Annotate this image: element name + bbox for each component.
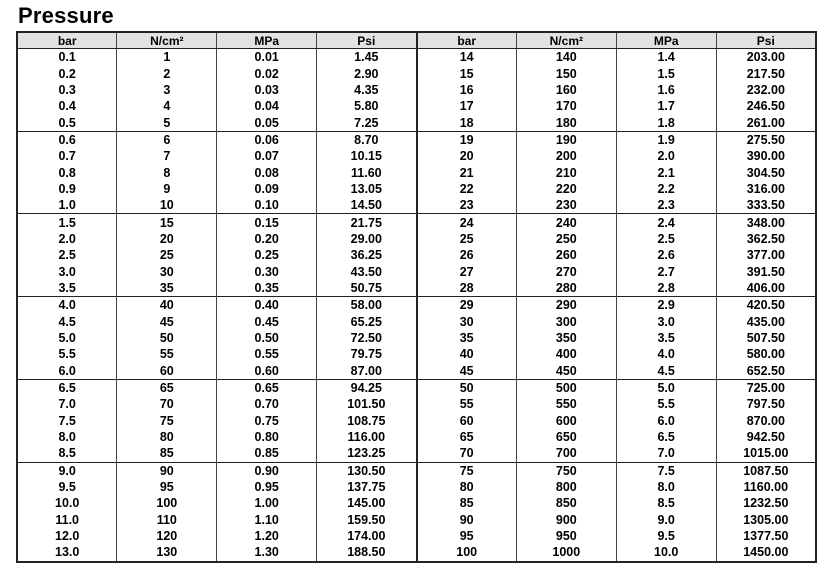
table-cell: 2.6 (616, 247, 716, 263)
table-cell: 290 (516, 297, 616, 314)
table-cell: 5.80 (317, 98, 417, 114)
table-cell: 0.6 (17, 131, 117, 148)
table-cell: 0.2 (17, 65, 117, 81)
table-cell: 10.15 (317, 148, 417, 164)
table-row (17, 114, 816, 131)
table-cell: 650 (516, 429, 616, 445)
table-cell: 130 (117, 544, 217, 561)
table-cell: 240 (516, 214, 616, 231)
table-row (17, 231, 816, 247)
table-row (17, 197, 816, 214)
table-cell: 1.0 (17, 197, 117, 214)
table-cell: 0.85 (217, 445, 317, 462)
table-cell: 60 (117, 363, 217, 380)
table-cell: 45 (117, 314, 217, 330)
table-cell: 6.0 (616, 413, 716, 429)
table-cell: 35 (417, 330, 517, 346)
table-cell: 2.8 (616, 280, 716, 297)
table-row (17, 263, 816, 279)
table-cell: 362.50 (716, 231, 816, 247)
table-cell: 348.00 (716, 214, 816, 231)
table-cell: 0.25 (217, 247, 317, 263)
table-cell: 950 (516, 528, 616, 544)
table-cell: 4.35 (317, 82, 417, 98)
table-cell: 29.00 (317, 231, 417, 247)
table-cell: 2.90 (317, 65, 417, 81)
table-cell: 9.0 (616, 512, 716, 528)
table-cell: 500 (516, 379, 616, 396)
table-row (17, 280, 816, 297)
table-cell: 94.25 (317, 379, 417, 396)
table-cell: 79.75 (317, 346, 417, 362)
table-cell: 406.00 (716, 280, 816, 297)
table-cell: 220 (516, 181, 616, 197)
table-cell: 25 (417, 231, 517, 247)
table-cell: 0.90 (217, 462, 317, 479)
table-cell: 7.5 (17, 413, 117, 429)
table-row (17, 148, 816, 164)
table-cell: 65 (417, 429, 517, 445)
table-row (17, 330, 816, 346)
table-cell: 55 (117, 346, 217, 362)
table-cell: 5.0 (17, 330, 117, 346)
table-cell: 2.5 (616, 231, 716, 247)
table-cell: 0.09 (217, 181, 317, 197)
table-cell: 10.0 (616, 544, 716, 561)
table-cell: 50.75 (317, 280, 417, 297)
table-cell: 420.50 (716, 297, 816, 314)
table-cell: 0.95 (217, 479, 317, 495)
table-cell: 58.00 (317, 297, 417, 314)
table-cell: 0.07 (217, 148, 317, 164)
table-cell: 80 (417, 479, 517, 495)
table-cell: 70 (417, 445, 517, 462)
page-title: Pressure (18, 3, 114, 28)
table-cell: 75 (117, 413, 217, 429)
table-row (17, 131, 816, 148)
table-cell: 13.05 (317, 181, 417, 197)
table-cell: 4.0 (17, 297, 117, 314)
table-cell: 0.10 (217, 197, 317, 214)
table-cell: 2 (117, 65, 217, 81)
column-header: N/cm² (117, 32, 217, 49)
table-row (17, 314, 816, 330)
table-cell: 170 (516, 98, 616, 114)
table-body (17, 49, 816, 562)
table-cell: 0.15 (217, 214, 317, 231)
table-cell: 95 (117, 479, 217, 495)
table-cell: 0.55 (217, 346, 317, 362)
table-cell: 0.45 (217, 314, 317, 330)
table-cell: 20 (417, 148, 517, 164)
table-cell: 137.75 (317, 479, 417, 495)
table-cell: 5 (117, 114, 217, 131)
table-cell: 1.5 (17, 214, 117, 231)
table-cell: 1087.50 (716, 462, 816, 479)
table-cell: 140 (516, 49, 616, 66)
table-cell: 0.05 (217, 114, 317, 131)
table-cell: 5.5 (17, 346, 117, 362)
table-cell: 550 (516, 396, 616, 412)
table-cell: 1.30 (217, 544, 317, 561)
table-cell: 0.1 (17, 49, 117, 66)
table-cell: 6 (117, 131, 217, 148)
table-cell: 14.50 (317, 197, 417, 214)
table-cell: 870.00 (716, 413, 816, 429)
table-row (17, 363, 816, 380)
table-cell: 1.45 (317, 49, 417, 66)
table-cell: 15 (417, 65, 517, 81)
table-cell: 750 (516, 462, 616, 479)
table-cell: 180 (516, 114, 616, 131)
table-cell: 0.9 (17, 181, 117, 197)
table-row (17, 164, 816, 180)
table-cell: 1450.00 (716, 544, 816, 561)
table-cell: 652.50 (716, 363, 816, 380)
table-cell: 580.00 (716, 346, 816, 362)
table-cell: 2.0 (17, 231, 117, 247)
table-cell: 217.50 (716, 65, 816, 81)
table-cell: 435.00 (716, 314, 816, 330)
table-cell: 80 (117, 429, 217, 445)
table-cell: 3.0 (616, 314, 716, 330)
table-cell: 29 (417, 297, 517, 314)
table-cell: 1.20 (217, 528, 317, 544)
table-cell: 1232.50 (716, 495, 816, 511)
pressure-conversion-table (16, 31, 817, 563)
table-cell: 1.6 (616, 82, 716, 98)
table-cell: 3.5 (616, 330, 716, 346)
table-cell: 2.4 (616, 214, 716, 231)
table-cell: 0.40 (217, 297, 317, 314)
table-cell: 13.0 (17, 544, 117, 561)
table-cell: 100 (117, 495, 217, 511)
table-cell: 1160.00 (716, 479, 816, 495)
table-cell: 1305.00 (716, 512, 816, 528)
table-cell: 0.08 (217, 164, 317, 180)
table-cell: 11.60 (317, 164, 417, 180)
table-cell: 72.50 (317, 330, 417, 346)
table-cell: 700 (516, 445, 616, 462)
table-cell: 3.0 (17, 263, 117, 279)
table-cell: 232.00 (716, 82, 816, 98)
table-cell: 2.3 (616, 197, 716, 214)
table-cell: 250 (516, 231, 616, 247)
table-cell: 123.25 (317, 445, 417, 462)
table-cell: 246.50 (716, 98, 816, 114)
table-cell: 0.80 (217, 429, 317, 445)
table-cell: 2.5 (17, 247, 117, 263)
table-cell: 230 (516, 197, 616, 214)
table-cell: 7.0 (616, 445, 716, 462)
table-row (17, 495, 816, 511)
table-cell: 0.03 (217, 82, 317, 98)
table-cell: 390.00 (716, 148, 816, 164)
table-cell: 260 (516, 247, 616, 263)
table-cell: 300 (516, 314, 616, 330)
table-cell: 350 (516, 330, 616, 346)
table-cell: 35 (117, 280, 217, 297)
table-cell: 1.8 (616, 114, 716, 131)
table-row (17, 82, 816, 98)
table-cell: 9.5 (17, 479, 117, 495)
table-cell: 0.06 (217, 131, 317, 148)
table-cell: 0.5 (17, 114, 117, 131)
table-cell: 275.50 (716, 131, 816, 148)
table-cell: 316.00 (716, 181, 816, 197)
table-cell: 4.5 (616, 363, 716, 380)
table-cell: 9.0 (17, 462, 117, 479)
table-cell: 203.00 (716, 49, 816, 66)
table-cell: 0.35 (217, 280, 317, 297)
table-cell: 16 (417, 82, 517, 98)
table-cell: 14 (417, 49, 517, 66)
table-cell: 116.00 (317, 429, 417, 445)
table-row (17, 98, 816, 114)
table-cell: 1 (117, 49, 217, 66)
table-cell: 30 (117, 263, 217, 279)
table-cell: 0.75 (217, 413, 317, 429)
table-cell: 22 (417, 181, 517, 197)
table-cell: 0.20 (217, 231, 317, 247)
table-cell: 75 (417, 462, 517, 479)
table-cell: 188.50 (317, 544, 417, 561)
column-header: Psi (716, 32, 816, 49)
column-header: MPa (616, 32, 716, 49)
table-row (17, 297, 816, 314)
table-cell: 40 (417, 346, 517, 362)
table-cell: 21 (417, 164, 517, 180)
table-cell: 100 (417, 544, 517, 561)
table-cell: 108.75 (317, 413, 417, 429)
column-header: Psi (317, 32, 417, 49)
table-cell: 0.4 (17, 98, 117, 114)
table-cell: 210 (516, 164, 616, 180)
table-cell: 0.3 (17, 82, 117, 98)
table-cell: 280 (516, 280, 616, 297)
table-row (17, 479, 816, 495)
table-row (17, 413, 816, 429)
table-cell: 5.0 (616, 379, 716, 396)
table-cell: 0.50 (217, 330, 317, 346)
table-cell: 65.25 (317, 314, 417, 330)
table-cell: 2.0 (616, 148, 716, 164)
table-cell: 65 (117, 379, 217, 396)
table-cell: 900 (516, 512, 616, 528)
table-row (17, 346, 816, 362)
table-cell: 90 (417, 512, 517, 528)
table-cell: 6.5 (616, 429, 716, 445)
table-cell: 60 (417, 413, 517, 429)
table-cell: 55 (417, 396, 517, 412)
table-cell: 8.5 (616, 495, 716, 511)
table-row (17, 181, 816, 197)
table-cell: 377.00 (716, 247, 816, 263)
table-cell: 0.02 (217, 65, 317, 81)
table-cell: 24 (417, 214, 517, 231)
table-cell: 1.10 (217, 512, 317, 528)
table-cell: 400 (516, 346, 616, 362)
table-cell: 18 (417, 114, 517, 131)
table-cell: 8.5 (17, 445, 117, 462)
table-cell: 101.50 (317, 396, 417, 412)
table-cell: 6.5 (17, 379, 117, 396)
table-cell: 4.0 (616, 346, 716, 362)
table-cell: 0.30 (217, 263, 317, 279)
table-cell: 0.60 (217, 363, 317, 380)
table-cell: 15 (117, 214, 217, 231)
table-cell: 145.00 (317, 495, 417, 511)
table-cell: 10.0 (17, 495, 117, 511)
table-cell: 190 (516, 131, 616, 148)
table-cell: 0.04 (217, 98, 317, 114)
table-cell: 797.50 (716, 396, 816, 412)
table-cell: 391.50 (716, 263, 816, 279)
table-cell: 25 (117, 247, 217, 263)
table-cell: 28 (417, 280, 517, 297)
table-cell: 2.1 (616, 164, 716, 180)
table-cell: 1377.50 (716, 528, 816, 544)
table-cell: 1015.00 (716, 445, 816, 462)
table-cell: 26 (417, 247, 517, 263)
table-row (17, 512, 816, 528)
column-header: N/cm² (516, 32, 616, 49)
table-cell: 30 (417, 314, 517, 330)
table-cell: 333.50 (716, 197, 816, 214)
table-cell: 85 (117, 445, 217, 462)
table-cell: 2.9 (616, 297, 716, 314)
table-cell: 2.2 (616, 181, 716, 197)
table-cell: 4 (117, 98, 217, 114)
table-cell: 12.0 (17, 528, 117, 544)
table-cell: 45 (417, 363, 517, 380)
table-cell: 5.5 (616, 396, 716, 412)
table-cell: 50 (417, 379, 517, 396)
table-cell: 0.01 (217, 49, 317, 66)
column-header: bar (417, 32, 517, 49)
table-cell: 725.00 (716, 379, 816, 396)
table-row (17, 528, 816, 544)
table-cell: 95 (417, 528, 517, 544)
table-cell: 4.5 (17, 314, 117, 330)
table-cell: 6.0 (17, 363, 117, 380)
table-row (17, 462, 816, 479)
table-cell: 450 (516, 363, 616, 380)
table-cell: 19 (417, 131, 517, 148)
table-cell: 200 (516, 148, 616, 164)
table-cell: 40 (117, 297, 217, 314)
table-cell: 1.00 (217, 495, 317, 511)
table-cell: 36.25 (317, 247, 417, 263)
table-cell: 17 (417, 98, 517, 114)
table-cell: 800 (516, 479, 616, 495)
table-cell: 150 (516, 65, 616, 81)
table-cell: 8.70 (317, 131, 417, 148)
table-cell: 942.50 (716, 429, 816, 445)
table-cell: 261.00 (716, 114, 816, 131)
table-cell: 87.00 (317, 363, 417, 380)
table-cell: 7.5 (616, 462, 716, 479)
table-cell: 120 (117, 528, 217, 544)
table-cell: 8.0 (17, 429, 117, 445)
table-cell: 304.50 (716, 164, 816, 180)
table-row (17, 379, 816, 396)
table-cell: 20 (117, 231, 217, 247)
table-cell: 0.70 (217, 396, 317, 412)
table-cell: 9.5 (616, 528, 716, 544)
table-cell: 850 (516, 495, 616, 511)
table-cell: 159.50 (317, 512, 417, 528)
table-row (17, 396, 816, 412)
table-cell: 1.4 (616, 49, 716, 66)
table-cell: 160 (516, 82, 616, 98)
table-row (17, 49, 816, 66)
table-cell: 0.7 (17, 148, 117, 164)
table-cell: 11.0 (17, 512, 117, 528)
table-cell: 8.0 (616, 479, 716, 495)
table-cell: 8 (117, 164, 217, 180)
table-cell: 507.50 (716, 330, 816, 346)
table-row (17, 429, 816, 445)
table-cell: 10 (117, 197, 217, 214)
table-cell: 2.7 (616, 263, 716, 279)
table-row (17, 445, 816, 462)
table-row (17, 247, 816, 263)
table-cell: 85 (417, 495, 517, 511)
column-header: bar (17, 32, 117, 49)
table-row (17, 544, 816, 561)
table-cell: 3.5 (17, 280, 117, 297)
table-cell: 3 (117, 82, 217, 98)
table-cell: 21.75 (317, 214, 417, 231)
table-cell: 7.25 (317, 114, 417, 131)
table-cell: 90 (117, 462, 217, 479)
table-cell: 23 (417, 197, 517, 214)
table-cell: 43.50 (317, 263, 417, 279)
table-cell: 270 (516, 263, 616, 279)
column-header: MPa (217, 32, 317, 49)
table-cell: 1.7 (616, 98, 716, 114)
table-cell: 130.50 (317, 462, 417, 479)
table-cell: 70 (117, 396, 217, 412)
table-row (17, 214, 816, 231)
table-row (17, 65, 816, 81)
table-cell: 0.8 (17, 164, 117, 180)
table-cell: 110 (117, 512, 217, 528)
table-cell: 174.00 (317, 528, 417, 544)
table-header-row (17, 32, 816, 49)
table-cell: 1000 (516, 544, 616, 561)
table-cell: 0.65 (217, 379, 317, 396)
table-cell: 50 (117, 330, 217, 346)
table-cell: 600 (516, 413, 616, 429)
table-cell: 7 (117, 148, 217, 164)
table-cell: 27 (417, 263, 517, 279)
table-cell: 1.9 (616, 131, 716, 148)
table-cell: 7.0 (17, 396, 117, 412)
table-cell: 1.5 (616, 65, 716, 81)
table-cell: 9 (117, 181, 217, 197)
